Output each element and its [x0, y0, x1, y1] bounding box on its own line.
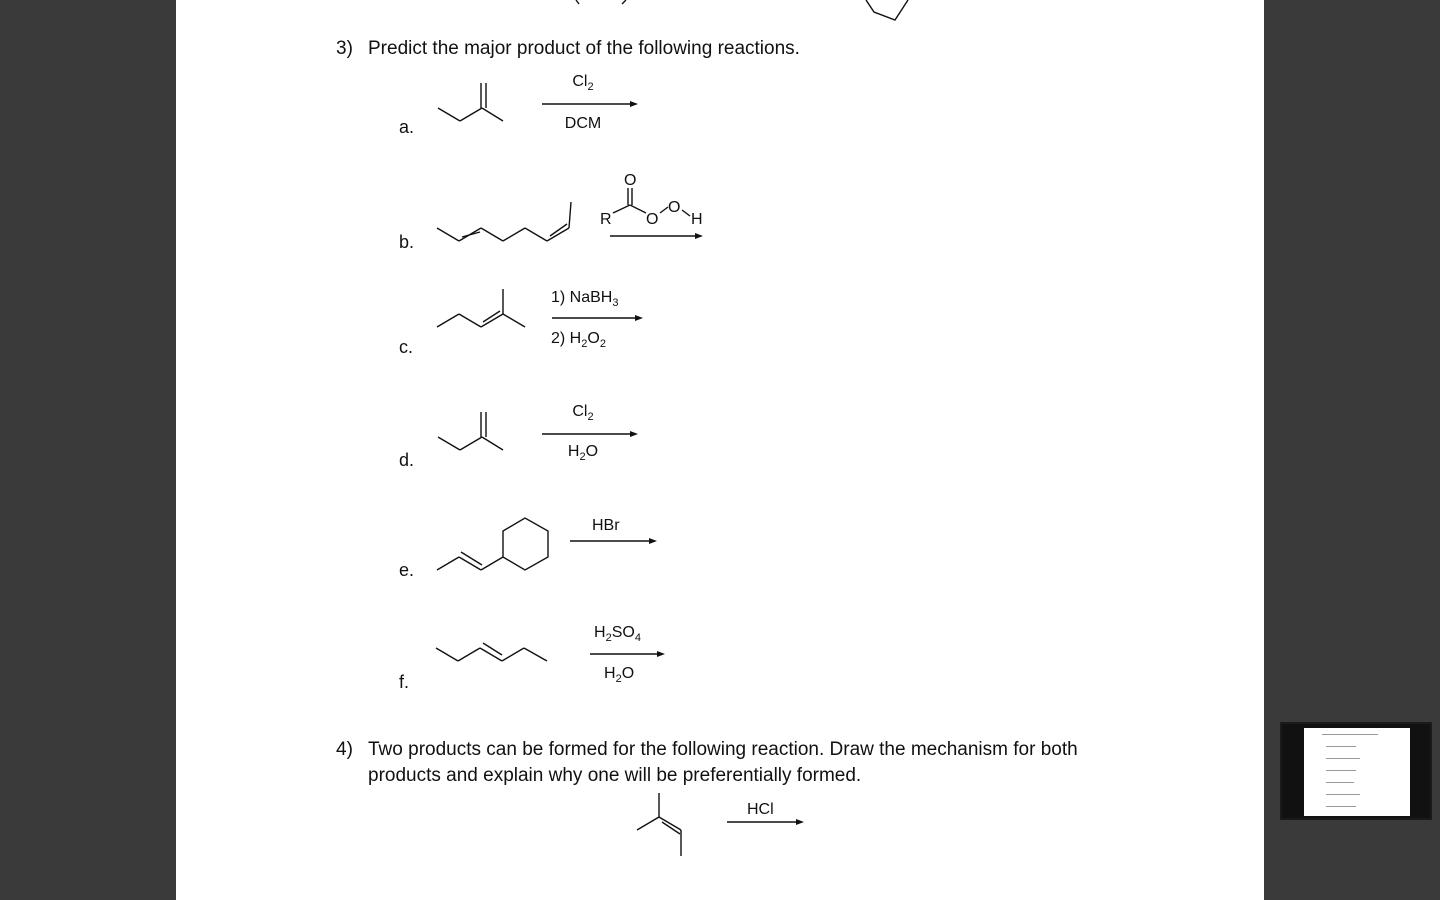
question-4-reagent: HCl — [747, 801, 774, 818]
part-b-diene — [437, 202, 571, 241]
part-d-alkene — [438, 412, 503, 450]
page-thumbnail[interactable] — [1280, 722, 1432, 820]
part-e-arrow — [570, 538, 657, 544]
peracid-o-top: O — [624, 172, 637, 189]
part-e-reagent: HBr — [592, 517, 620, 534]
part-c-alkene — [437, 289, 525, 327]
part-c-arrow — [552, 315, 643, 321]
part-a-reagent-above: $Cl_2$ — [572, 73, 594, 94]
part-f-alkene — [436, 643, 547, 661]
part-f-label: f. — [399, 672, 410, 692]
part-d-arrow — [542, 431, 638, 437]
peracid-o2: O — [668, 199, 681, 216]
question-4-arrow — [727, 819, 804, 825]
peracid-o1: O — [646, 211, 659, 228]
page-thumbnail-preview — [1304, 728, 1410, 816]
part-c-reagent-above: 1) NaBH$_3$ — [551, 289, 619, 310]
part-c-label: c. — [399, 337, 414, 357]
question-4-alkene — [637, 793, 681, 856]
question-4-line1: Two products can be formed for the following reaction. Draw the mechanism for both — [368, 739, 1078, 760]
part-d-label: d. — [399, 450, 415, 470]
peracid-structure — [613, 188, 690, 216]
peracid-h: H — [691, 211, 703, 228]
part-d-reagent-below: $H_2O$ — [567, 443, 599, 464]
cyclopentane-partial — [866, 0, 908, 20]
question-4-number: 4) — [336, 739, 353, 760]
part-b-arrow — [610, 233, 703, 239]
part-a-alkene — [438, 83, 503, 121]
part-b-r-group: R — [600, 211, 612, 228]
part-f-arrow — [590, 651, 665, 657]
question-4-line2: products and explain why one will be preferentially formed. — [368, 765, 862, 786]
part-e-alkene — [437, 518, 548, 570]
part-d-reagent-above: $Cl_2$ — [572, 403, 594, 424]
part-a-arrow — [542, 101, 638, 107]
part-e-label: e. — [399, 560, 415, 580]
part-b-label: b. — [399, 232, 415, 252]
part-a-reagent-below: DCM — [564, 115, 602, 132]
part-f-reagent-above: $H_2SO_4$ — [594, 624, 641, 645]
question-3-number: 3) — [336, 38, 353, 59]
part-a-label: a. — [399, 117, 415, 137]
part-c-reagent-below: 2) $H_2O_2$ — [551, 330, 606, 351]
part-f-reagent-below: $H_2O$ — [604, 665, 635, 686]
question-3-text: Predict the major product of the following reactions. — [368, 38, 800, 59]
